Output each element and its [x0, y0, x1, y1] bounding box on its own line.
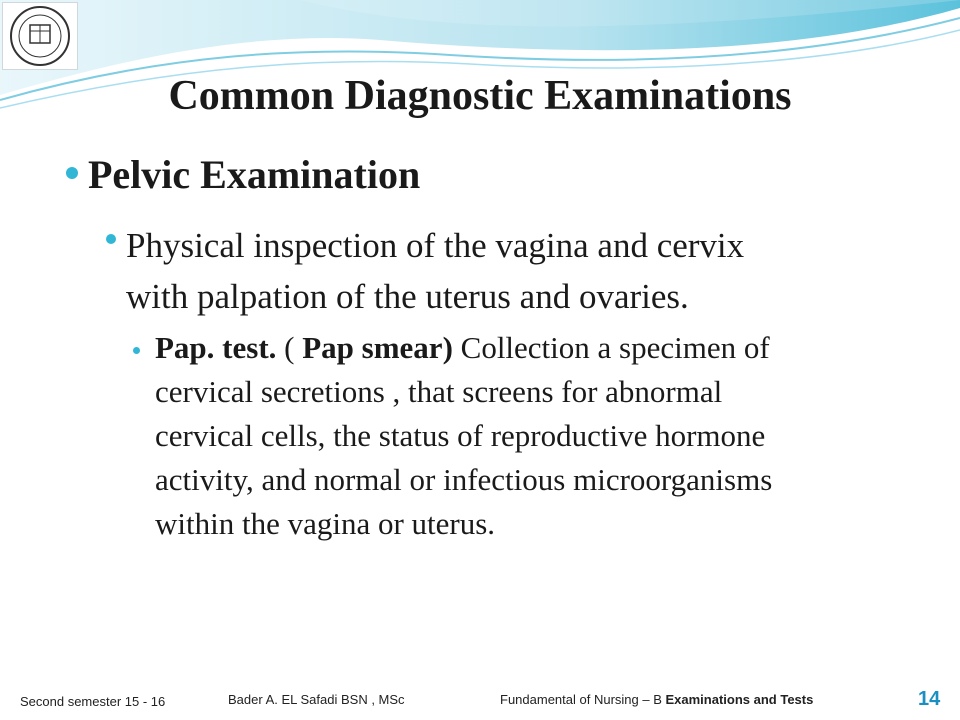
heading-pelvic-examination: Pelvic Examination: [88, 152, 421, 197]
slide-title: Common Diagnostic Examinations: [168, 73, 792, 119]
pap-test-term: Pap. test.: [155, 330, 277, 365]
detail-line: cervical secretions , that screens for abnormal: [155, 374, 723, 409]
detail-line: cervical cells, the status of reproductive hormone: [155, 418, 766, 453]
page-number: 14: [918, 688, 941, 710]
footer-course: [500, 692, 813, 707]
detail-first-line: [155, 326, 935, 370]
paren-open: (: [276, 330, 303, 365]
sub-bullet-line: Physical inspection of the vagina and cervix: [126, 226, 745, 265]
footer-author: Bader A. EL Safadi BSN , MSc: [228, 692, 405, 707]
footer-course-name: Fundamental of Nursing – B: [500, 692, 666, 707]
footer-course-topic: Examinations and Tests: [665, 692, 814, 707]
detail-first-line-rest: Collection a specimen of: [452, 330, 770, 365]
sub-bullet-physical-inspection: [126, 220, 926, 322]
detail-pap-test: [155, 326, 935, 546]
sub-bullet-line: with palpation of the uterus and ovaries.: [126, 277, 689, 316]
footer-semester: Second semester 15 - 16: [20, 694, 166, 709]
pap-smear-term: Pap smear): [302, 330, 453, 365]
bullet-dot-icon: [106, 234, 116, 244]
detail-line: activity, and normal or infectious microorganisms: [155, 462, 773, 497]
university-seal-icon: [2, 2, 78, 70]
bullet-dot-icon: [66, 167, 78, 179]
bullet-dot-icon: [133, 347, 140, 354]
detail-line: within the vagina or uterus.: [155, 506, 496, 541]
